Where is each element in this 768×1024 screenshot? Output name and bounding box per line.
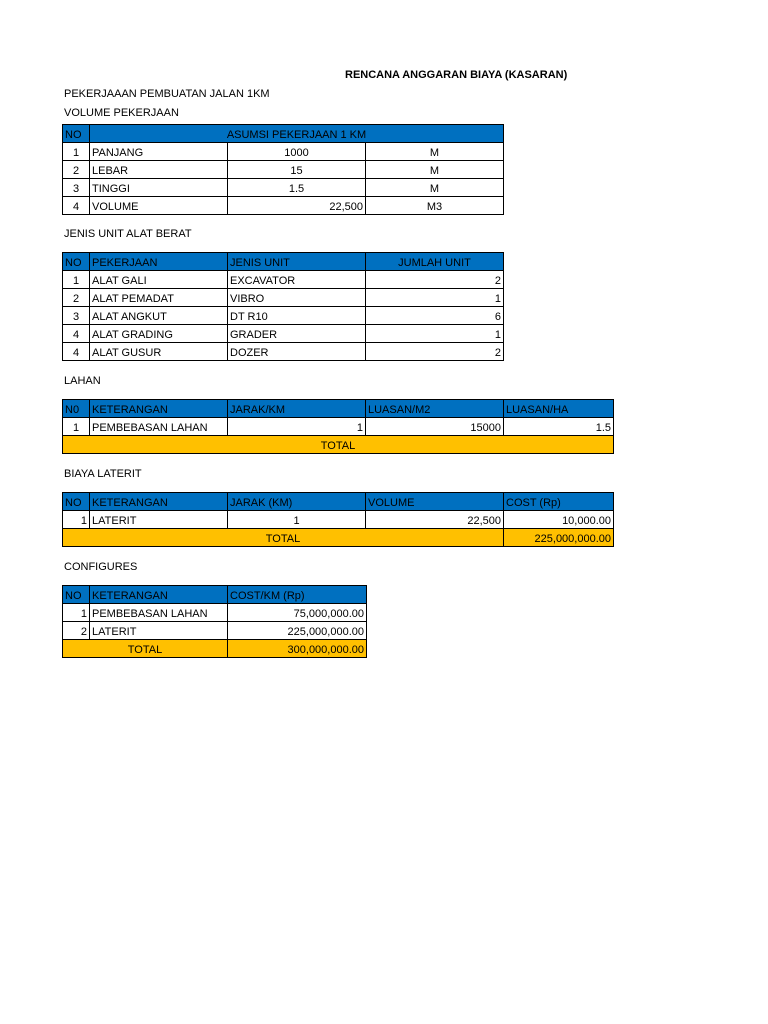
cell-luasan-m2: 15000 bbox=[366, 418, 504, 436]
table-row bbox=[63, 418, 614, 436]
total-label: TOTAL bbox=[63, 640, 228, 658]
page-subtitle: PEKERJAAAN PEMBUATAN JALAN 1KM bbox=[64, 88, 270, 100]
table-row bbox=[63, 622, 367, 640]
alat-header-row bbox=[63, 253, 504, 271]
cell-value: 22,500 bbox=[228, 197, 366, 215]
header-cell: COST/KM (Rp) bbox=[228, 586, 367, 604]
header-cell: ASUMSI PEKERJAAN 1 KM bbox=[90, 125, 504, 143]
table-row bbox=[63, 307, 504, 325]
laterit-heading: BIAYA LATERIT bbox=[64, 468, 142, 480]
cell-jumlah: 1 bbox=[366, 289, 504, 307]
cell-no: 3 bbox=[63, 179, 90, 197]
cell-keterangan: PEMBEBASAN LAHAN bbox=[90, 604, 228, 622]
cell-no: 4 bbox=[63, 325, 90, 343]
cell-no: 1 bbox=[63, 604, 90, 622]
cell-volume: 22,500 bbox=[366, 511, 504, 529]
cell-keterangan: LATERIT bbox=[90, 622, 228, 640]
cell-item: TINGGI bbox=[90, 179, 228, 197]
cell-item: VOLUME bbox=[90, 197, 228, 215]
cell-jumlah: 6 bbox=[366, 307, 504, 325]
header-cell: KETERANGAN bbox=[90, 400, 228, 418]
cell-unit: M3 bbox=[366, 197, 504, 215]
cell-pekerjaan: ALAT GUSUR bbox=[90, 343, 228, 361]
cell-jarak: 1 bbox=[228, 511, 366, 529]
table-row bbox=[63, 161, 504, 179]
header-cell: LUASAN/M2 bbox=[366, 400, 504, 418]
lahan-heading: LAHAN bbox=[64, 375, 101, 387]
cell-no: 1 bbox=[63, 271, 90, 289]
cell-cost: 75,000,000.00 bbox=[228, 604, 367, 622]
laterit-header-row bbox=[63, 493, 614, 511]
cell-no: 1 bbox=[63, 511, 90, 529]
cell-value: 1000 bbox=[228, 143, 366, 161]
cell-pekerjaan: ALAT GRADING bbox=[90, 325, 228, 343]
cell-jenis: DOZER bbox=[228, 343, 366, 361]
table-row bbox=[63, 511, 614, 529]
cell-value: 15 bbox=[228, 161, 366, 179]
cell-no: 2 bbox=[63, 622, 90, 640]
lahan-header-row bbox=[63, 400, 614, 418]
table-row bbox=[63, 604, 367, 622]
configures-heading: CONFIGURES bbox=[64, 561, 138, 573]
cell-luasan-ha: 1.5 bbox=[504, 418, 614, 436]
cell-jenis: GRADER bbox=[228, 325, 366, 343]
cell-no: 1 bbox=[63, 418, 90, 436]
total-row bbox=[63, 529, 614, 547]
cell-jumlah: 2 bbox=[366, 271, 504, 289]
cell-unit: M bbox=[366, 143, 504, 161]
cell-no: 2 bbox=[63, 161, 90, 179]
table-row bbox=[63, 271, 504, 289]
cell-no: 2 bbox=[63, 289, 90, 307]
cell-jenis: DT R10 bbox=[228, 307, 366, 325]
header-cell: NO bbox=[63, 125, 90, 143]
table-row bbox=[63, 325, 504, 343]
total-label: TOTAL bbox=[63, 436, 614, 454]
alat-table bbox=[62, 252, 504, 361]
header-cell: JARAK (KM) bbox=[228, 493, 366, 511]
total-value: 300,000,000.00 bbox=[228, 640, 367, 658]
configures-table bbox=[62, 585, 367, 658]
laterit-table bbox=[62, 492, 614, 547]
cell-keterangan: LATERIT bbox=[90, 511, 228, 529]
cell-jarak: 1 bbox=[228, 418, 366, 436]
table-row bbox=[63, 143, 504, 161]
table-row bbox=[63, 343, 504, 361]
cell-pekerjaan: ALAT ANGKUT bbox=[90, 307, 228, 325]
cell-item: LEBAR bbox=[90, 161, 228, 179]
header-cell: N0 bbox=[63, 400, 90, 418]
header-cell: LUASAN/HA bbox=[504, 400, 614, 418]
lahan-table bbox=[62, 399, 614, 454]
cell-no: 3 bbox=[63, 307, 90, 325]
header-cell: NO bbox=[63, 253, 90, 271]
cell-unit: M bbox=[366, 161, 504, 179]
table-row bbox=[63, 197, 504, 215]
cell-no: 1 bbox=[63, 143, 90, 161]
configures-header-row bbox=[63, 586, 367, 604]
table-row bbox=[63, 179, 504, 197]
cell-jenis: VIBRO bbox=[228, 289, 366, 307]
cell-cost: 10,000.00 bbox=[504, 511, 614, 529]
volume-header-row bbox=[63, 125, 504, 143]
cell-cost: 225,000,000.00 bbox=[228, 622, 367, 640]
header-cell: VOLUME bbox=[366, 493, 504, 511]
cell-jumlah: 1 bbox=[366, 325, 504, 343]
header-cell: PEKERJAAN bbox=[90, 253, 228, 271]
cell-item: PANJANG bbox=[90, 143, 228, 161]
cell-keterangan: PEMBEBASAN LAHAN bbox=[90, 418, 228, 436]
cell-no: 4 bbox=[63, 343, 90, 361]
header-cell: JUMLAH UNIT bbox=[366, 253, 504, 271]
cell-no: 4 bbox=[63, 197, 90, 215]
page-title: RENCANA ANGGARAN BIAYA (KASARAN) bbox=[345, 69, 568, 81]
cell-unit: M bbox=[366, 179, 504, 197]
cell-jumlah: 2 bbox=[366, 343, 504, 361]
total-row bbox=[63, 640, 367, 658]
cell-jenis: EXCAVATOR bbox=[228, 271, 366, 289]
header-cell: JENIS UNIT bbox=[228, 253, 366, 271]
header-cell: JARAK/KM bbox=[228, 400, 366, 418]
header-cell: KETERANGAN bbox=[90, 586, 228, 604]
alat-heading: JENIS UNIT ALAT BERAT bbox=[64, 228, 192, 240]
cell-pekerjaan: ALAT GALI bbox=[90, 271, 228, 289]
header-cell: KETERANGAN bbox=[90, 493, 228, 511]
cell-pekerjaan: ALAT PEMADAT bbox=[90, 289, 228, 307]
total-row bbox=[63, 436, 614, 454]
volume-table bbox=[62, 124, 504, 215]
header-cell: COST (Rp) bbox=[504, 493, 614, 511]
table-row bbox=[63, 289, 504, 307]
volume-heading: VOLUME PEKERJAAN bbox=[64, 107, 179, 119]
cell-value: 1.5 bbox=[228, 179, 366, 197]
total-label: TOTAL bbox=[63, 529, 504, 547]
header-cell: NO bbox=[63, 493, 90, 511]
header-cell: NO bbox=[63, 586, 90, 604]
total-value: 225,000,000.00 bbox=[504, 529, 614, 547]
